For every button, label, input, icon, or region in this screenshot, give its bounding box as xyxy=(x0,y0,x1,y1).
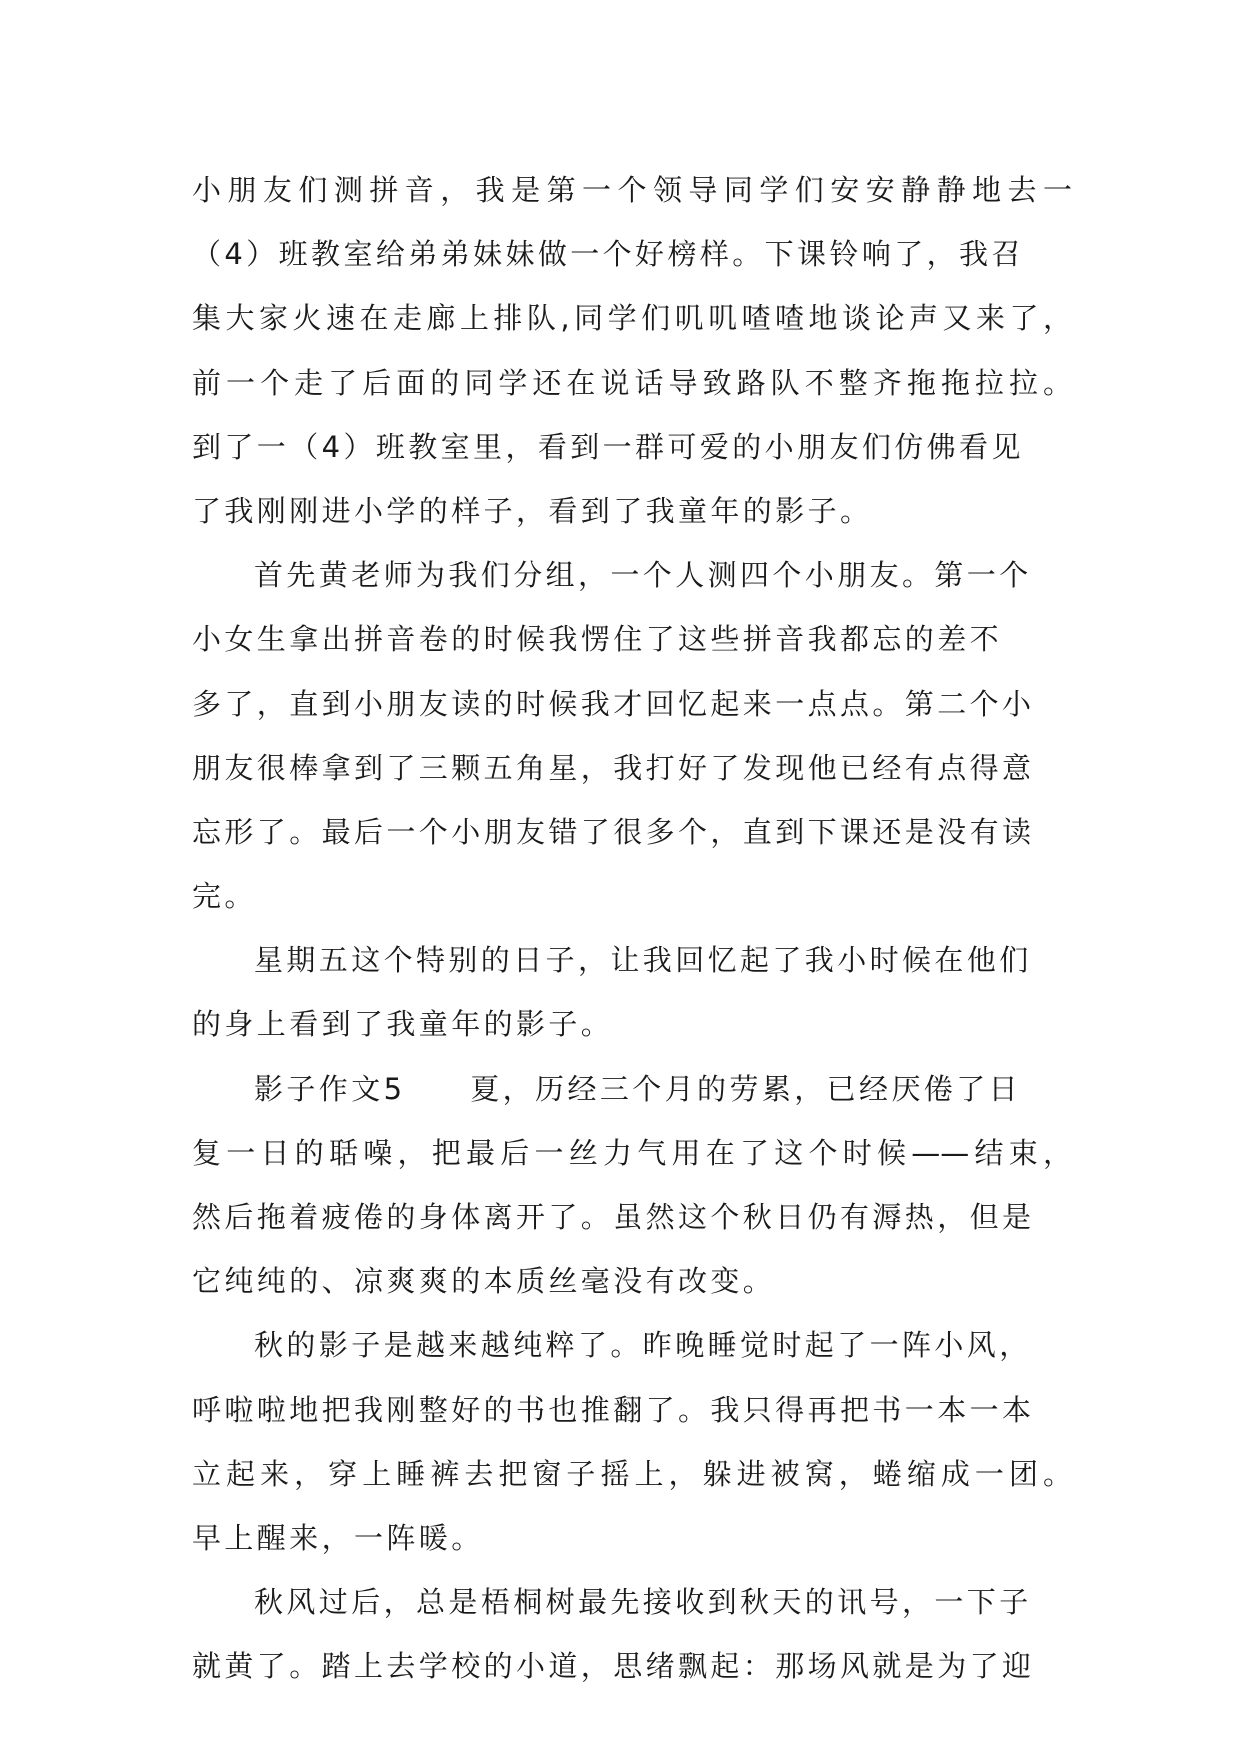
text-line: 小女生拿出拼音卷的时候我愣住了这些拼音我都忘的差不 xyxy=(192,622,1003,657)
text-line: 立起来，穿上睡裤去把窗子摇上，躲进被窝，蜷缩成一团。 xyxy=(192,1456,1072,1491)
text-line: 然后拖着疲倦的身体离开了。虽然这个秋日仍有溽热，但是 xyxy=(192,1200,1035,1234)
text-line: 就黄了。踏上去学校的小道，思绪飘起：那场风就是为了迎 xyxy=(192,1649,1035,1684)
text-line: 复一日的聒噪，把最后一丝力气用在了这个时候——结束， xyxy=(192,1135,1072,1170)
body-text xyxy=(192,158,1072,1699)
paragraph-first-line: 影子作文5 夏，历经三个月的劳累，已经厌倦了日 xyxy=(254,1071,1022,1106)
text-line: 朋友很棒拿到了三颗五角星，我打好了发现他已经有点得意 xyxy=(192,750,1035,785)
paragraph-first-line: 秋风过后，总是梧桐树最先接收到秋天的讯号，一下子 xyxy=(254,1585,1032,1620)
text-line: 到了一（4）班教室里，看到一群可爱的小朋友们仿佛看见 xyxy=(192,429,1024,464)
text-line: 完。 xyxy=(192,879,257,914)
text-line: 的身上看到了我童年的影子。 xyxy=(192,1007,614,1042)
text-line: 忘形了。最后一个小朋友错了很多个，直到下课还是没有读 xyxy=(192,814,1035,849)
text-line: 前一个走了后面的同学还在说话导致路队不整齐拖拖拉拉。 xyxy=(192,365,1072,400)
text-line: 集大家火速在走廊上排队,同学们叽叽喳喳地谈论声又来了， xyxy=(192,301,1072,336)
text-line: 早上醒来，一阵暖。 xyxy=(192,1520,484,1555)
text-line: 了我刚刚进小学的样子，看到了我童年的影子。 xyxy=(192,493,873,528)
text-line: （4）班教室给弟弟妹妹做一个好榜样。下课铃响了，我召 xyxy=(192,237,1024,272)
text-line: 呼啦啦地把我刚整好的书也推翻了。我只得再把书一本一本 xyxy=(192,1392,1035,1427)
text-line: 多了，直到小朋友读的时候我才回忆起来一点点。第二个小 xyxy=(192,686,1035,721)
paragraph-first-line: 首先黄老师为我们分组，一个人测四个小朋友。第一个 xyxy=(254,558,1032,593)
paragraph-first-line: 秋的影子是越来越纯粹了。昨晚睡觉时起了一阵小风， xyxy=(254,1328,1032,1363)
text-line: 它纯纯的、凉爽爽的本质丝毫没有改变。 xyxy=(192,1264,776,1299)
text-line: 小朋友们测拼音，我是第一个领导同学们安安静静地去一 xyxy=(192,173,1072,207)
paragraph-first-line: 星期五这个特别的日子，让我回忆起了我小时候在他们 xyxy=(254,943,1032,978)
